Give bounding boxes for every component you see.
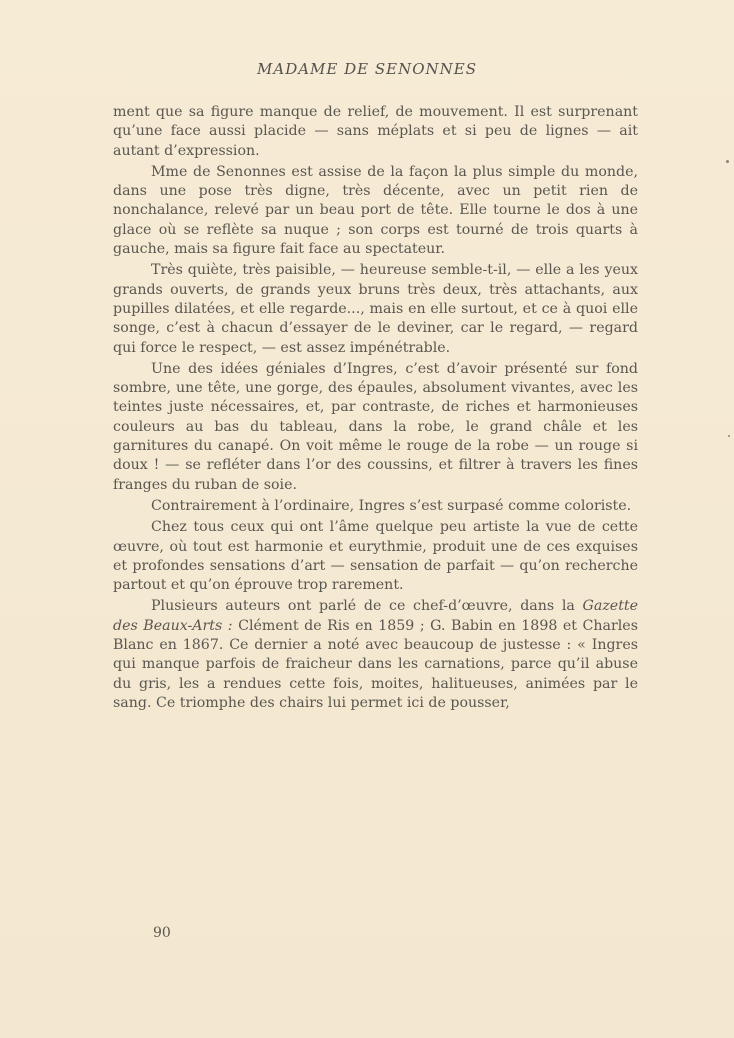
- paper-speck: [728, 435, 730, 437]
- paragraph-3: Très quiète, très paisible, — heureuse semble-t-il, — elle a les yeux grands ouverts, de grands yeux bruns très deux, très attachants, aux pupilles dilatées, et elle regarde..., mais en elle surtout, et ce à quoi elle songe, c’est à chacun d’essayer de le deviner, car le regard, — regard qui force le respect, — est assez impénétrable.: [113, 262, 638, 356]
- paragraph-2: Mme de Senonnes est assise de la façon la plus simple du monde, dans une pose très digne, très décente, avec un petit rien de nonchalance, relevé par un beau port de tête. Elle tourne le dos à une glace où se reflète sa nuque ; son corps est tourné de trois quarts à gauche, mais sa figure fait face au spectateur.: [113, 163, 638, 258]
- paragraph-5: Contrairement à l’ordinaire, Ingres s’est surpasé comme coloriste.: [151, 497, 632, 514]
- running-head: MADAME DE SENONNES: [257, 60, 477, 78]
- page-number: 90: [153, 925, 171, 941]
- paragraph-7-rest: Clément de Ris en 1859 ; G. Babin en 1898 et Charles Blanc en 1867. Ce dernier a noté avec beaucoup de justesse : « Ingres qui manque parfois de fraicheur dans les carnations, parce qu’il abuse du gris, les a rendues cette fois, moites, halitueuses, animées par le sang. Ce triomphe des chairs lui permet ici de pousser,: [113, 617, 638, 711]
- paragraph-4: Une des idées géniales d’Ingres, c’est d’avoir présenté sur fond sombre, une tête, une gorge, des épaules, absolument vivantes, avec les teintes juste nécessaires, et, par contraste, de riches et harmonieuses couleurs au bas du tableau, dans la robe, le grand châle et les garnitures du canapé. On voit même le rouge de la robe — un rouge si doux ! — se refléter dans l’or des coussins, et filtrer à travers les fines franges du ruban de soie.: [113, 360, 638, 493]
- paragraph-7: [113, 597, 638, 713]
- paragraph-7-lead: Plusieurs auteurs ont parlé de ce chef-d’œuvre, dans la: [151, 598, 583, 615]
- paragraph-6: Chez tous ceux qui ont l’âme quelque peu artiste la vue de cette œuvre, où tout est harmonie et eurythmie, produit une de ces exquises et profondes sensations d’art — sensation de parfait — qu’on recherche partout et qu’on éprouve trop rarement.: [113, 519, 638, 594]
- journal-title: Gazette des Beaux-Arts :: [113, 598, 638, 634]
- paper-speck: [726, 160, 729, 163]
- body-text: [113, 103, 638, 713]
- paragraph-1: ment que sa figure manque de relief, de mouvement. Il est surprenant qu’une face aussi placide — sans méplats et si peu de lignes — ait autant d’expression.: [113, 104, 638, 159]
